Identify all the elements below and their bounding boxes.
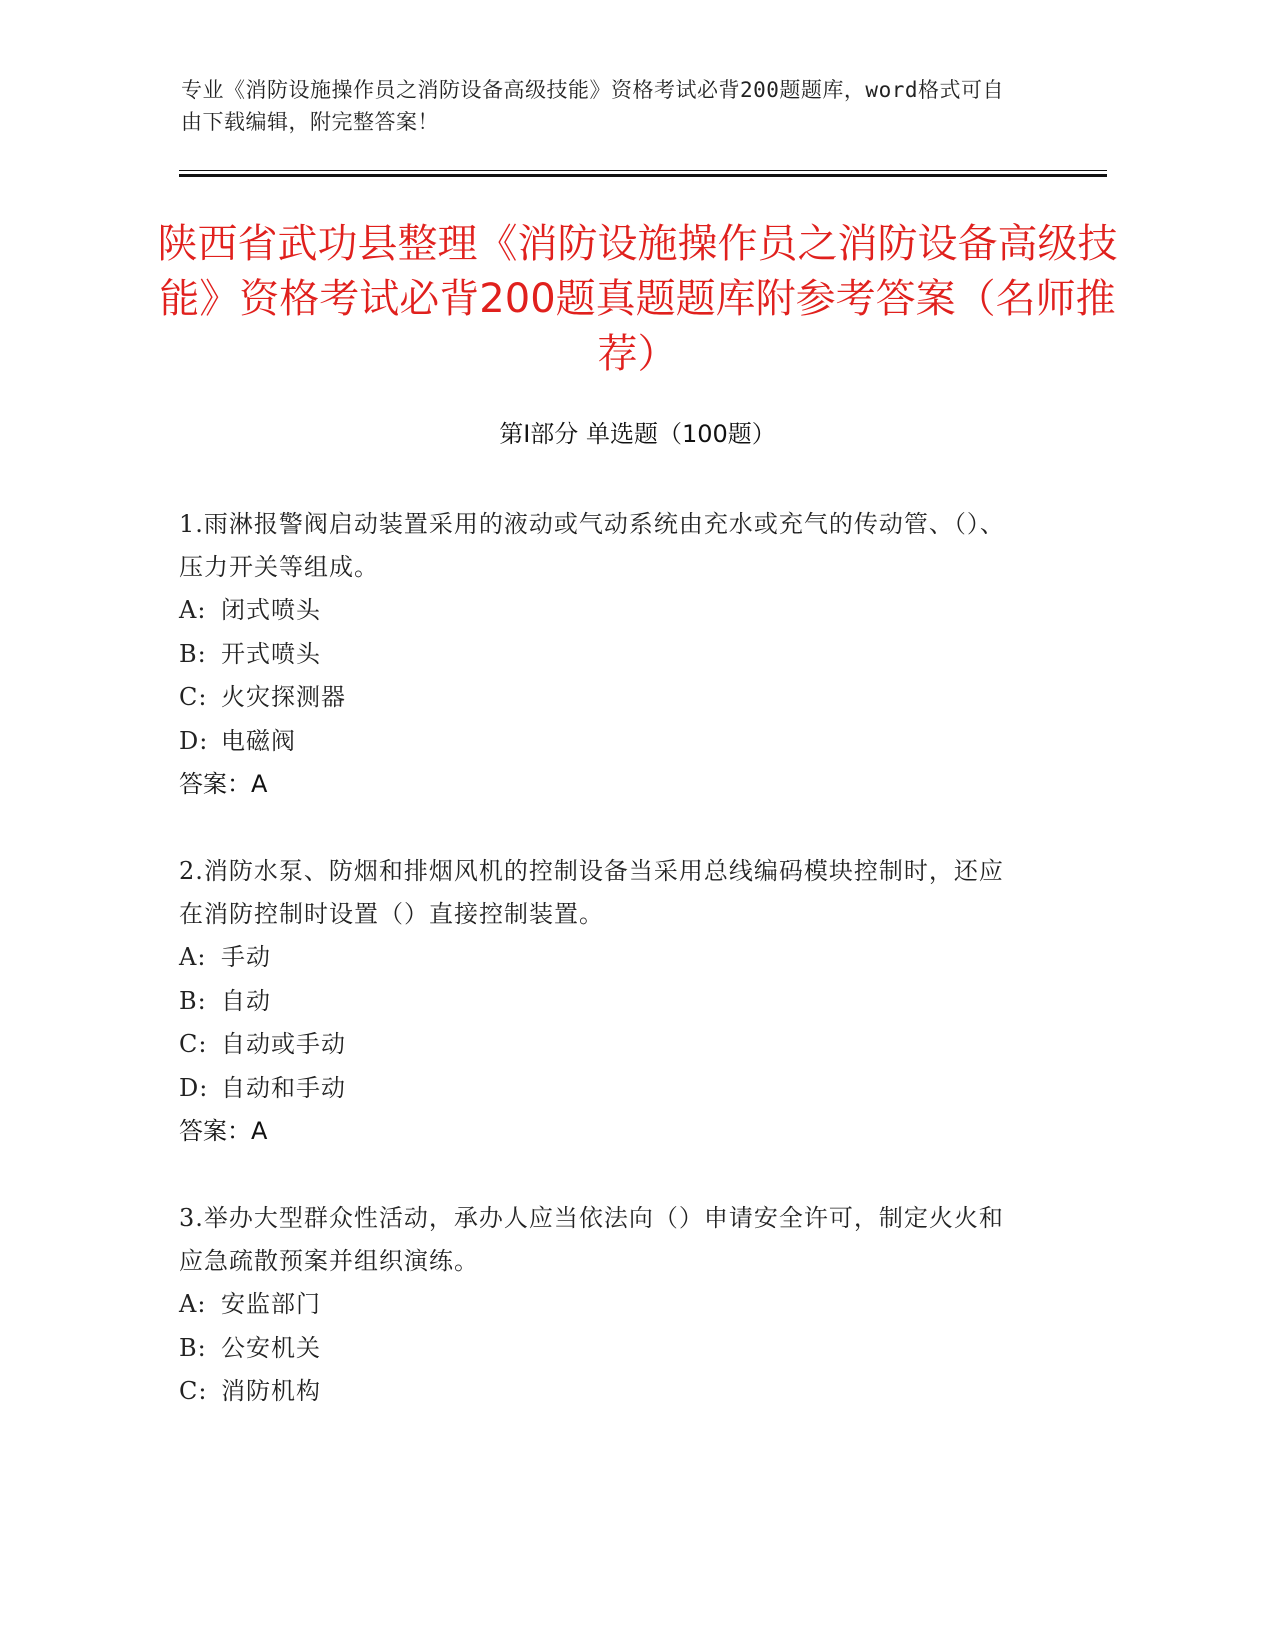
answer-label: 答案：	[179, 770, 251, 798]
option-a	[179, 936, 1019, 980]
option-c	[179, 1370, 1019, 1414]
option-d	[179, 720, 1019, 764]
question-stem: 2.消防水泵、防烟和排烟风机的控制设备当采用总线编码模块控制时，还应在消防控制时设置（）直接控制装置。	[179, 857, 1004, 928]
option-text: 公安机关	[221, 1333, 321, 1362]
question-stem: 1.雨淋报警阀启动装置采用的液动或气动系统由充水或充气的传动管、（）、压力开关等组成。	[179, 510, 1005, 581]
option-key: B:	[179, 639, 207, 668]
question-3	[179, 1197, 1019, 1414]
question-2	[179, 850, 1019, 1153]
option-b	[179, 633, 1019, 677]
answer-line	[179, 1110, 1019, 1153]
option-text: 自动和手动	[221, 1073, 346, 1102]
answer-line	[179, 763, 1019, 806]
option-key: C:	[179, 1377, 208, 1405]
header-rule-thick	[179, 174, 1107, 177]
option-b	[179, 980, 1019, 1024]
option-text: 自动或手动	[221, 1030, 346, 1058]
document-title: 陕西省武功县整理《消防设施操作员之消防设备高级技能》资格考试必背200题真题题库附参考答案（名师推荐）	[157, 221, 1118, 377]
option-key: A:	[179, 1290, 207, 1318]
option-text: 安监部门	[221, 1290, 321, 1318]
header-rule-thin	[179, 170, 1107, 171]
answer-label: 答案：	[179, 1117, 251, 1145]
option-key: D:	[179, 726, 209, 755]
answer-value: A	[251, 770, 268, 798]
option-a	[179, 1283, 1019, 1327]
option-key: B:	[179, 1333, 207, 1362]
option-text: 电磁阀	[221, 726, 296, 755]
option-text: 火灾探测器	[221, 683, 346, 711]
option-key: D:	[179, 1073, 209, 1102]
option-text: 消防机构	[221, 1377, 321, 1405]
option-d	[179, 1067, 1019, 1111]
option-a	[179, 589, 1019, 633]
option-b	[179, 1327, 1019, 1371]
option-c	[179, 676, 1019, 720]
section-heading: 第Ⅰ部分 单选题（100题）	[499, 420, 776, 448]
option-key: A:	[179, 596, 207, 624]
header-note: 专业《消防设施操作员之消防设备高级技能》资格考试必背200题题库，word格式可自由下载编辑，附完整答案！	[181, 78, 1004, 134]
option-key: A:	[179, 943, 207, 971]
option-text: 自动	[221, 986, 271, 1015]
question-stem: 3.举办大型群众性活动，承办人应当依法向（）申请安全许可，制定火火和应急疏散预案并组织演练。	[179, 1204, 1004, 1275]
answer-value: A	[251, 1117, 268, 1145]
option-key: B:	[179, 986, 207, 1015]
option-key: C:	[179, 1030, 208, 1058]
option-key: C:	[179, 683, 208, 711]
option-c	[179, 1023, 1019, 1067]
option-text: 开式喷头	[221, 639, 321, 668]
option-text: 闭式喷头	[221, 596, 321, 624]
question-list	[179, 503, 1019, 1458]
question-1	[179, 503, 1019, 806]
option-text: 手动	[221, 943, 271, 971]
